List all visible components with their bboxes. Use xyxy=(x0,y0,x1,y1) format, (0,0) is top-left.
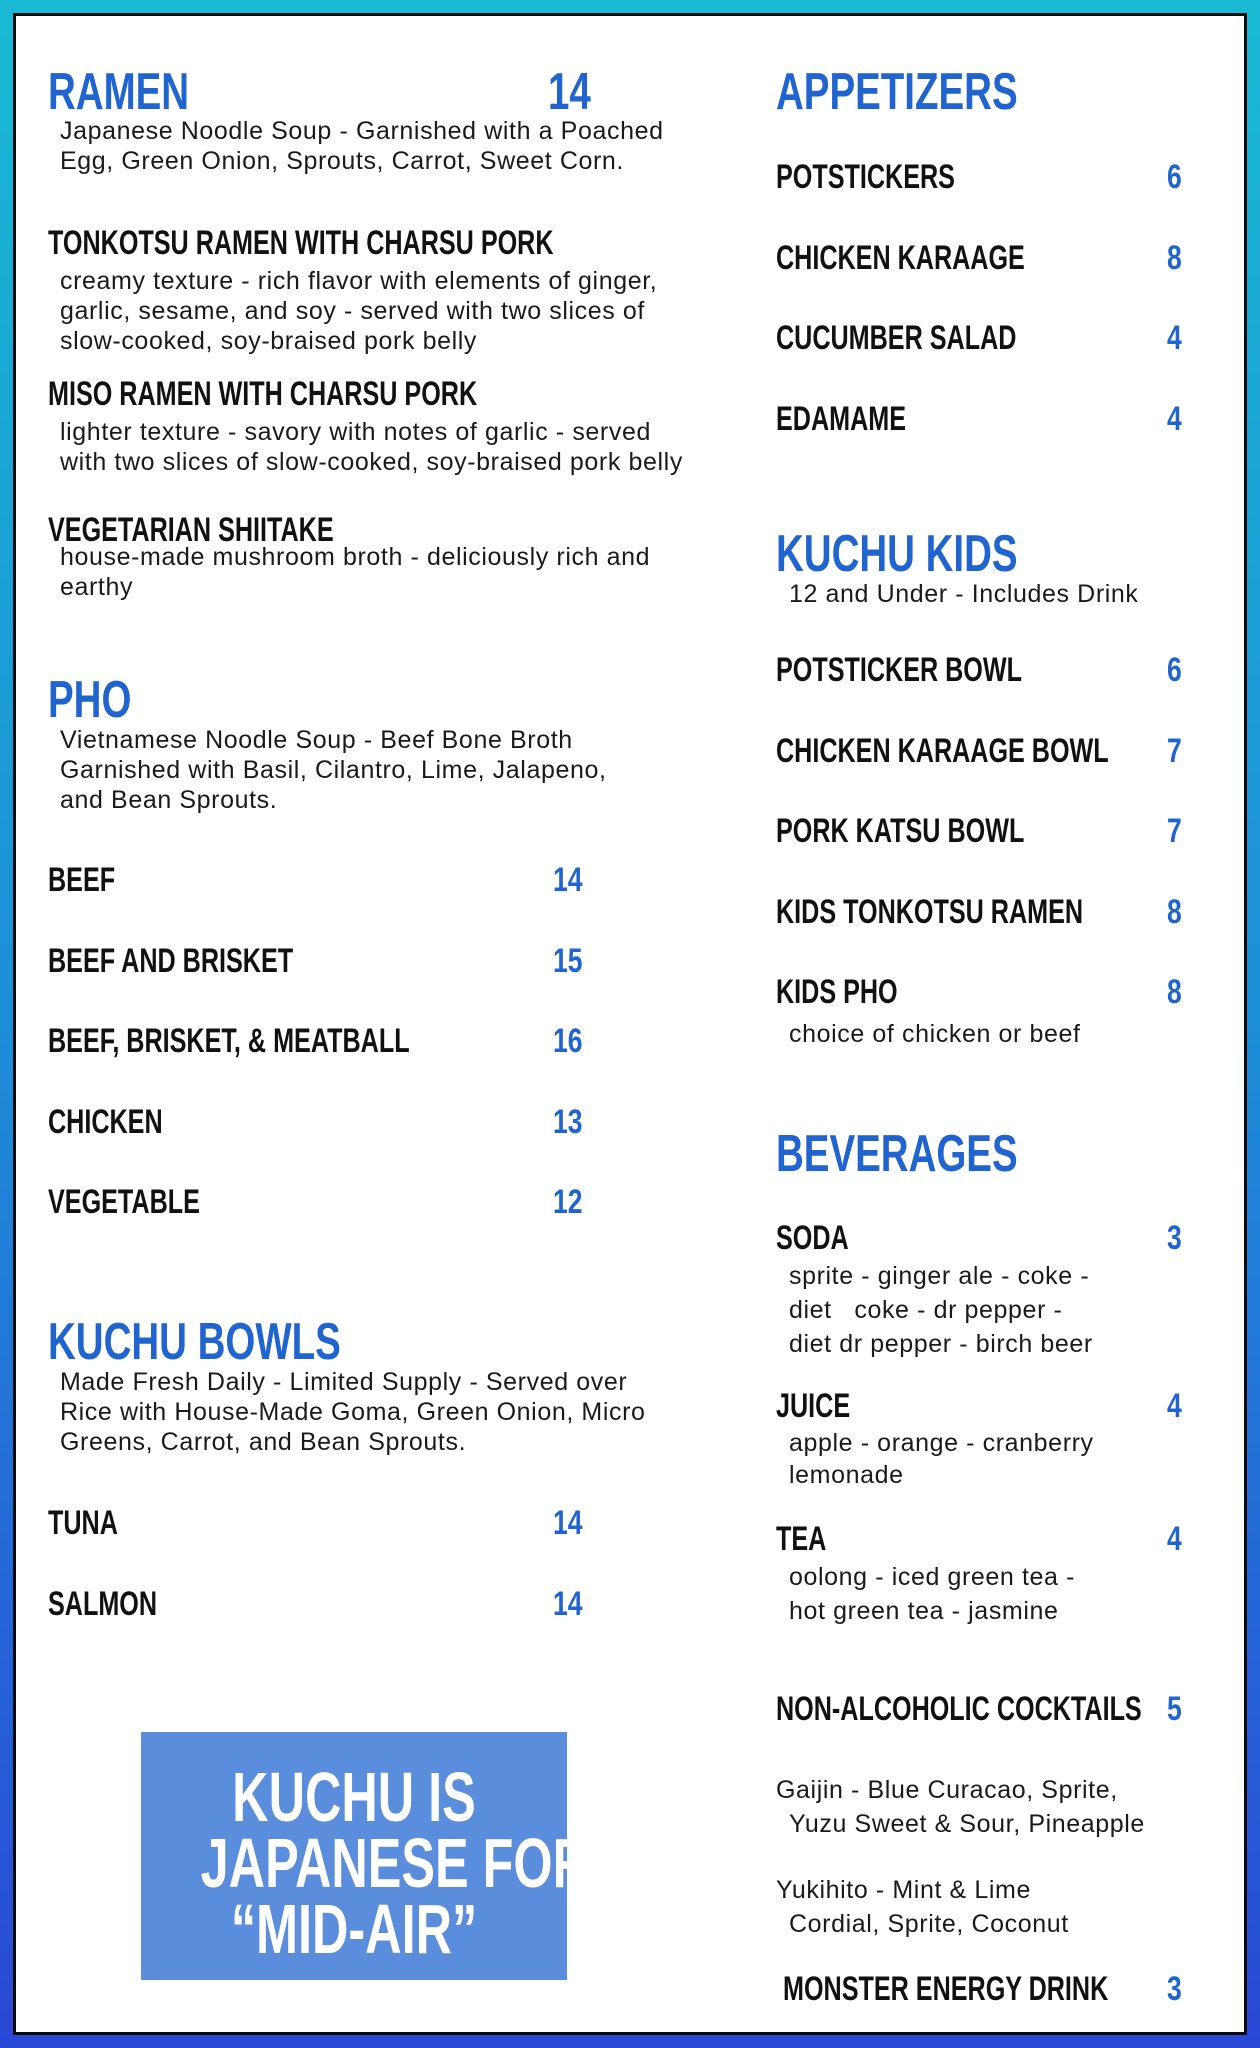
pho-description: Vietnamese Noodle Soup - Beef Bone Broth Garnished with Basil, Cilantro, Lime, Jalapeno, and Bean Sprouts. xyxy=(60,726,607,814)
menu-item-price: 4 xyxy=(1167,1387,1182,1425)
ramen-description: Japanese Noodle Soup - Garnished with a Poached Egg, Green Onion, Sprouts, Carrot, Sweet Corn. xyxy=(60,117,664,175)
menu-item-price: 14 xyxy=(553,1585,583,1623)
kids-heading: KUCHU KIDS xyxy=(776,525,1018,583)
menu-item-price: 16 xyxy=(553,1022,583,1060)
ramen-price: 14 xyxy=(548,63,591,121)
menu-item-description: creamy texture - rich flavor with elements of ginger, garlic, sesame, and soy - served with two slices of slow-cooked, soy-braised pork belly xyxy=(60,267,658,355)
menu-card xyxy=(13,13,1247,2035)
menu-item-price: 15 xyxy=(553,942,583,980)
menu-item-price: 4 xyxy=(1167,1520,1182,1558)
banner-line: “MID-AIR” xyxy=(230,1890,478,1968)
menu-item-name: BEEF, BRISKET, & MEATBALL xyxy=(48,1022,410,1060)
menu-item-name: PORK KATSU BOWL xyxy=(776,812,1025,850)
menu-item-price: 8 xyxy=(1167,239,1182,277)
menu-item-name: MISO RAMEN WITH CHARSU PORK xyxy=(48,375,478,413)
kuchu-meaning-banner xyxy=(141,1732,589,1980)
cocktail-entry: Yukihito - Mint & Lime Cordial, Sprite, Coconut xyxy=(776,1876,1069,1938)
menu-item-name: TONKOTSU RAMEN WITH CHARSU PORK xyxy=(48,224,554,262)
menu-item-price: 7 xyxy=(1167,732,1182,770)
beverages-heading: BEVERAGES xyxy=(776,1125,1018,1183)
menu-item-price: 5 xyxy=(1167,1690,1182,1728)
kids-subtitle: 12 and Under - Includes Drink xyxy=(789,580,1139,608)
menu-item-price: 6 xyxy=(1167,651,1182,689)
kuchu-bowls-heading: KUCHU BOWLS xyxy=(48,1313,341,1371)
menu-item-name: NON-ALCOHOLIC COCKTAILS xyxy=(776,1690,1142,1728)
menu-item-price: 7 xyxy=(1167,812,1182,850)
menu-item-name: BEEF AND BRISKET xyxy=(48,942,294,980)
menu-item-price: 3 xyxy=(1167,1219,1182,1257)
menu-item-name: SALMON xyxy=(48,1585,158,1623)
menu-item-name: POTSTICKER BOWL xyxy=(776,651,1023,689)
menu-item-price: 13 xyxy=(553,1103,583,1141)
menu-item-price: 6 xyxy=(1167,158,1182,196)
cocktail-entry: Gaijin - Blue Curacao, Sprite, Yuzu Sweet & Sour, Pineapple xyxy=(776,1776,1145,1838)
menu-item-name: VEGETARIAN SHIITAKE xyxy=(48,511,334,549)
menu-item-price: 4 xyxy=(1167,400,1182,438)
menu-item-name: CHICKEN KARAAGE BOWL xyxy=(776,732,1109,770)
menu-item-name: EDAMAME xyxy=(776,400,906,438)
menu-item-name: MONSTER ENERGY DRINK xyxy=(783,1970,1109,2008)
menu-item-description: apple - orange - cranberry lemonade xyxy=(789,1429,1094,1489)
menu-item-name: VEGETABLE xyxy=(48,1183,200,1221)
menu-item-name: POTSTICKERS xyxy=(776,158,955,196)
menu-item-name: CUCUMBER SALAD xyxy=(776,319,1017,357)
menu-item-name: JUICE xyxy=(776,1387,851,1425)
banner-line: KUCHU IS xyxy=(232,1758,476,1836)
menu-item-name: BEEF xyxy=(48,861,116,899)
menu-item-description: oolong - iced green tea - hot green tea - jasmine xyxy=(789,1563,1076,1625)
menu-item-price: 3 xyxy=(1167,1970,1182,2008)
menu-item-description: lighter texture - savory with notes of garlic - served with two slices of slow-cooked, soy-braised pork belly xyxy=(60,418,683,476)
menu-item-price: 14 xyxy=(553,861,583,899)
menu-item-description: house-made mushroom broth - deliciously rich and earthy xyxy=(60,543,651,601)
menu-item-name: CHICKEN KARAAGE xyxy=(776,239,1025,277)
menu-item-price: 14 xyxy=(553,1504,583,1542)
menu-item-description: choice of chicken or beef xyxy=(789,1020,1081,1048)
menu-item-name: CHICKEN xyxy=(48,1103,163,1141)
menu-item-price: 8 xyxy=(1167,893,1182,931)
menu-item-name: TEA xyxy=(776,1520,827,1558)
menu-item-name: KIDS TONKOTSU RAMEN xyxy=(776,893,1084,931)
menu-item-price: 8 xyxy=(1167,973,1182,1011)
kuchu-bowls-description: Made Fresh Daily - Limited Supply - Served over Rice with House-Made Goma, Green Onion, Micro Greens, Carrot, and Bean Sprouts. xyxy=(60,1368,646,1456)
menu-item-price: 12 xyxy=(553,1183,583,1221)
appetizers-heading: APPETIZERS xyxy=(776,63,1018,121)
banner-line: JAPANESE FOR xyxy=(200,1824,589,1902)
menu-item-name: TUNA xyxy=(48,1504,118,1542)
pho-heading: PHO xyxy=(48,671,132,729)
menu-item-description: sprite - ginger ale - coke - diet coke - dr pepper - diet dr pepper - birch beer xyxy=(789,1262,1093,1358)
ramen-heading: RAMEN xyxy=(48,63,190,121)
menu-item-name: SODA xyxy=(776,1219,849,1257)
menu-item-price: 4 xyxy=(1167,319,1182,357)
menu-item-name: KIDS PHO xyxy=(776,973,898,1011)
